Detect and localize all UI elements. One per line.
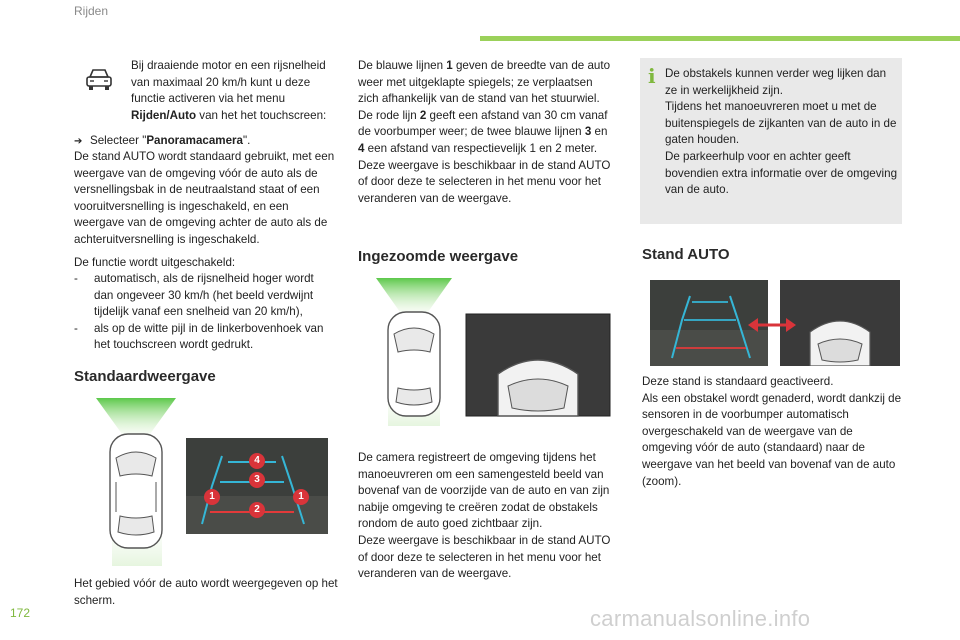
auto-mode-text: De stand AUTO wordt standaard gebruikt, met een weergave van de omgeving vóór de auto als de versnellingsbak in de neutraalstand staat of een vooruitversnelling is ingeschakeld, en een weergave van de omgeving achter de auto als de achteruitversnelling is ingeschakeld.	[74, 150, 335, 246]
zoom-view-illustration	[358, 276, 618, 426]
zoom-text: De camera registreert de omgeving tijdens het manoeuvreren om een samengesteld beeld van bovenaf van de voorzijde van de auto en van zijn nabije omgeving te creëren zodat de obstakels rondom de auto goed zichtbaar zijn. Deze weergave is beschikbaar in de stand AUTO of door deze te selecteren in het menu voor het veranderen van de weergave.	[358, 451, 611, 581]
select-instruction: ➔ Selecteer "Panoramacamera".	[74, 133, 344, 151]
marker-4: 4	[249, 453, 265, 469]
info-icon: i	[648, 64, 656, 88]
marker-2: 2	[249, 502, 265, 518]
marker-3: 3	[249, 472, 265, 488]
header-accent-bar	[480, 36, 960, 41]
standard-view-illustration	[92, 396, 347, 566]
car-icon	[84, 66, 114, 92]
disable-intro: De functie wordt uitgeschakeld:	[74, 256, 236, 269]
section-label: Rijden	[74, 4, 109, 18]
info-text: De obstakels kunnen verder weg lijken dan ze in werkelijkheid zijn. Tijdens het manoeuvreren moet u met de buitenspiegels de zijkanten van de auto in de gaten houden. De parkeerhulp voor en achter geeft bovendien extra informatie over de omgeving van de auto.	[665, 67, 898, 197]
section-title-zoom: Ingezoomde weergave	[358, 248, 519, 265]
marker-1-left: 1	[204, 489, 220, 505]
intro-text: Bij draaiende motor en een rijsnelheid van maximaal 20 km/h kunt u deze functie activeren via het menu Rijden/Auto van het het touchscreen:	[131, 59, 327, 122]
watermark: carmanualsonline.info	[590, 606, 811, 631]
disable-list	[74, 271, 336, 354]
double-arrow-icon	[748, 316, 796, 334]
arrow-bullet-icon: ➔	[74, 136, 83, 147]
page-number: 172	[10, 606, 31, 620]
standard-caption: Het gebied vóór de auto wordt weergegeven op het scherm.	[74, 577, 338, 607]
list-item: - als op de witte pijl in de linkerbovenhoek van het touchscreen wordt gedrukt.	[74, 321, 324, 352]
list-item: - automatisch, als de rijsnelheid hoger wordt dan ongeveer 30 km/h (het beeld verdwijnt tijdelijk vanaf een snelheid van 20 km/h),	[74, 272, 314, 319]
section-title-standard: Standaardweergave	[74, 368, 216, 385]
marker-1-right: 1	[293, 489, 309, 505]
auto-mode-description: Deze stand is standaard geactiveerd. Als een obstakel wordt genaderd, wordt dankzij de sensoren in de voorbumper automatisch overgeschakeld van de weergave van de omgeving vóór de auto (standaard) naar de weergave van het beeld van bovenaf van de auto (zoom).	[642, 375, 902, 488]
guide-lines-text: De blauwe lijnen 1 geven de breedte van de auto weer met uitgeklapte spiegels; ze verplaatsen zich afhankelijk van de stand van het stuurwiel. De rode lijn 2 geeft een afstand van 30 cm vanaf de voorbumper weer; de twee blauwe lijnen 3 en 4 een afstand van respectievelijk 1 en 2 meter. Deze weergave is beschikbaar in de stand AUTO of door deze te selecteren in het menu voor het veranderen van de weergave.	[358, 59, 611, 205]
menu-path: Rijden/Auto	[131, 108, 197, 122]
section-title-auto: Stand AUTO	[642, 246, 730, 263]
